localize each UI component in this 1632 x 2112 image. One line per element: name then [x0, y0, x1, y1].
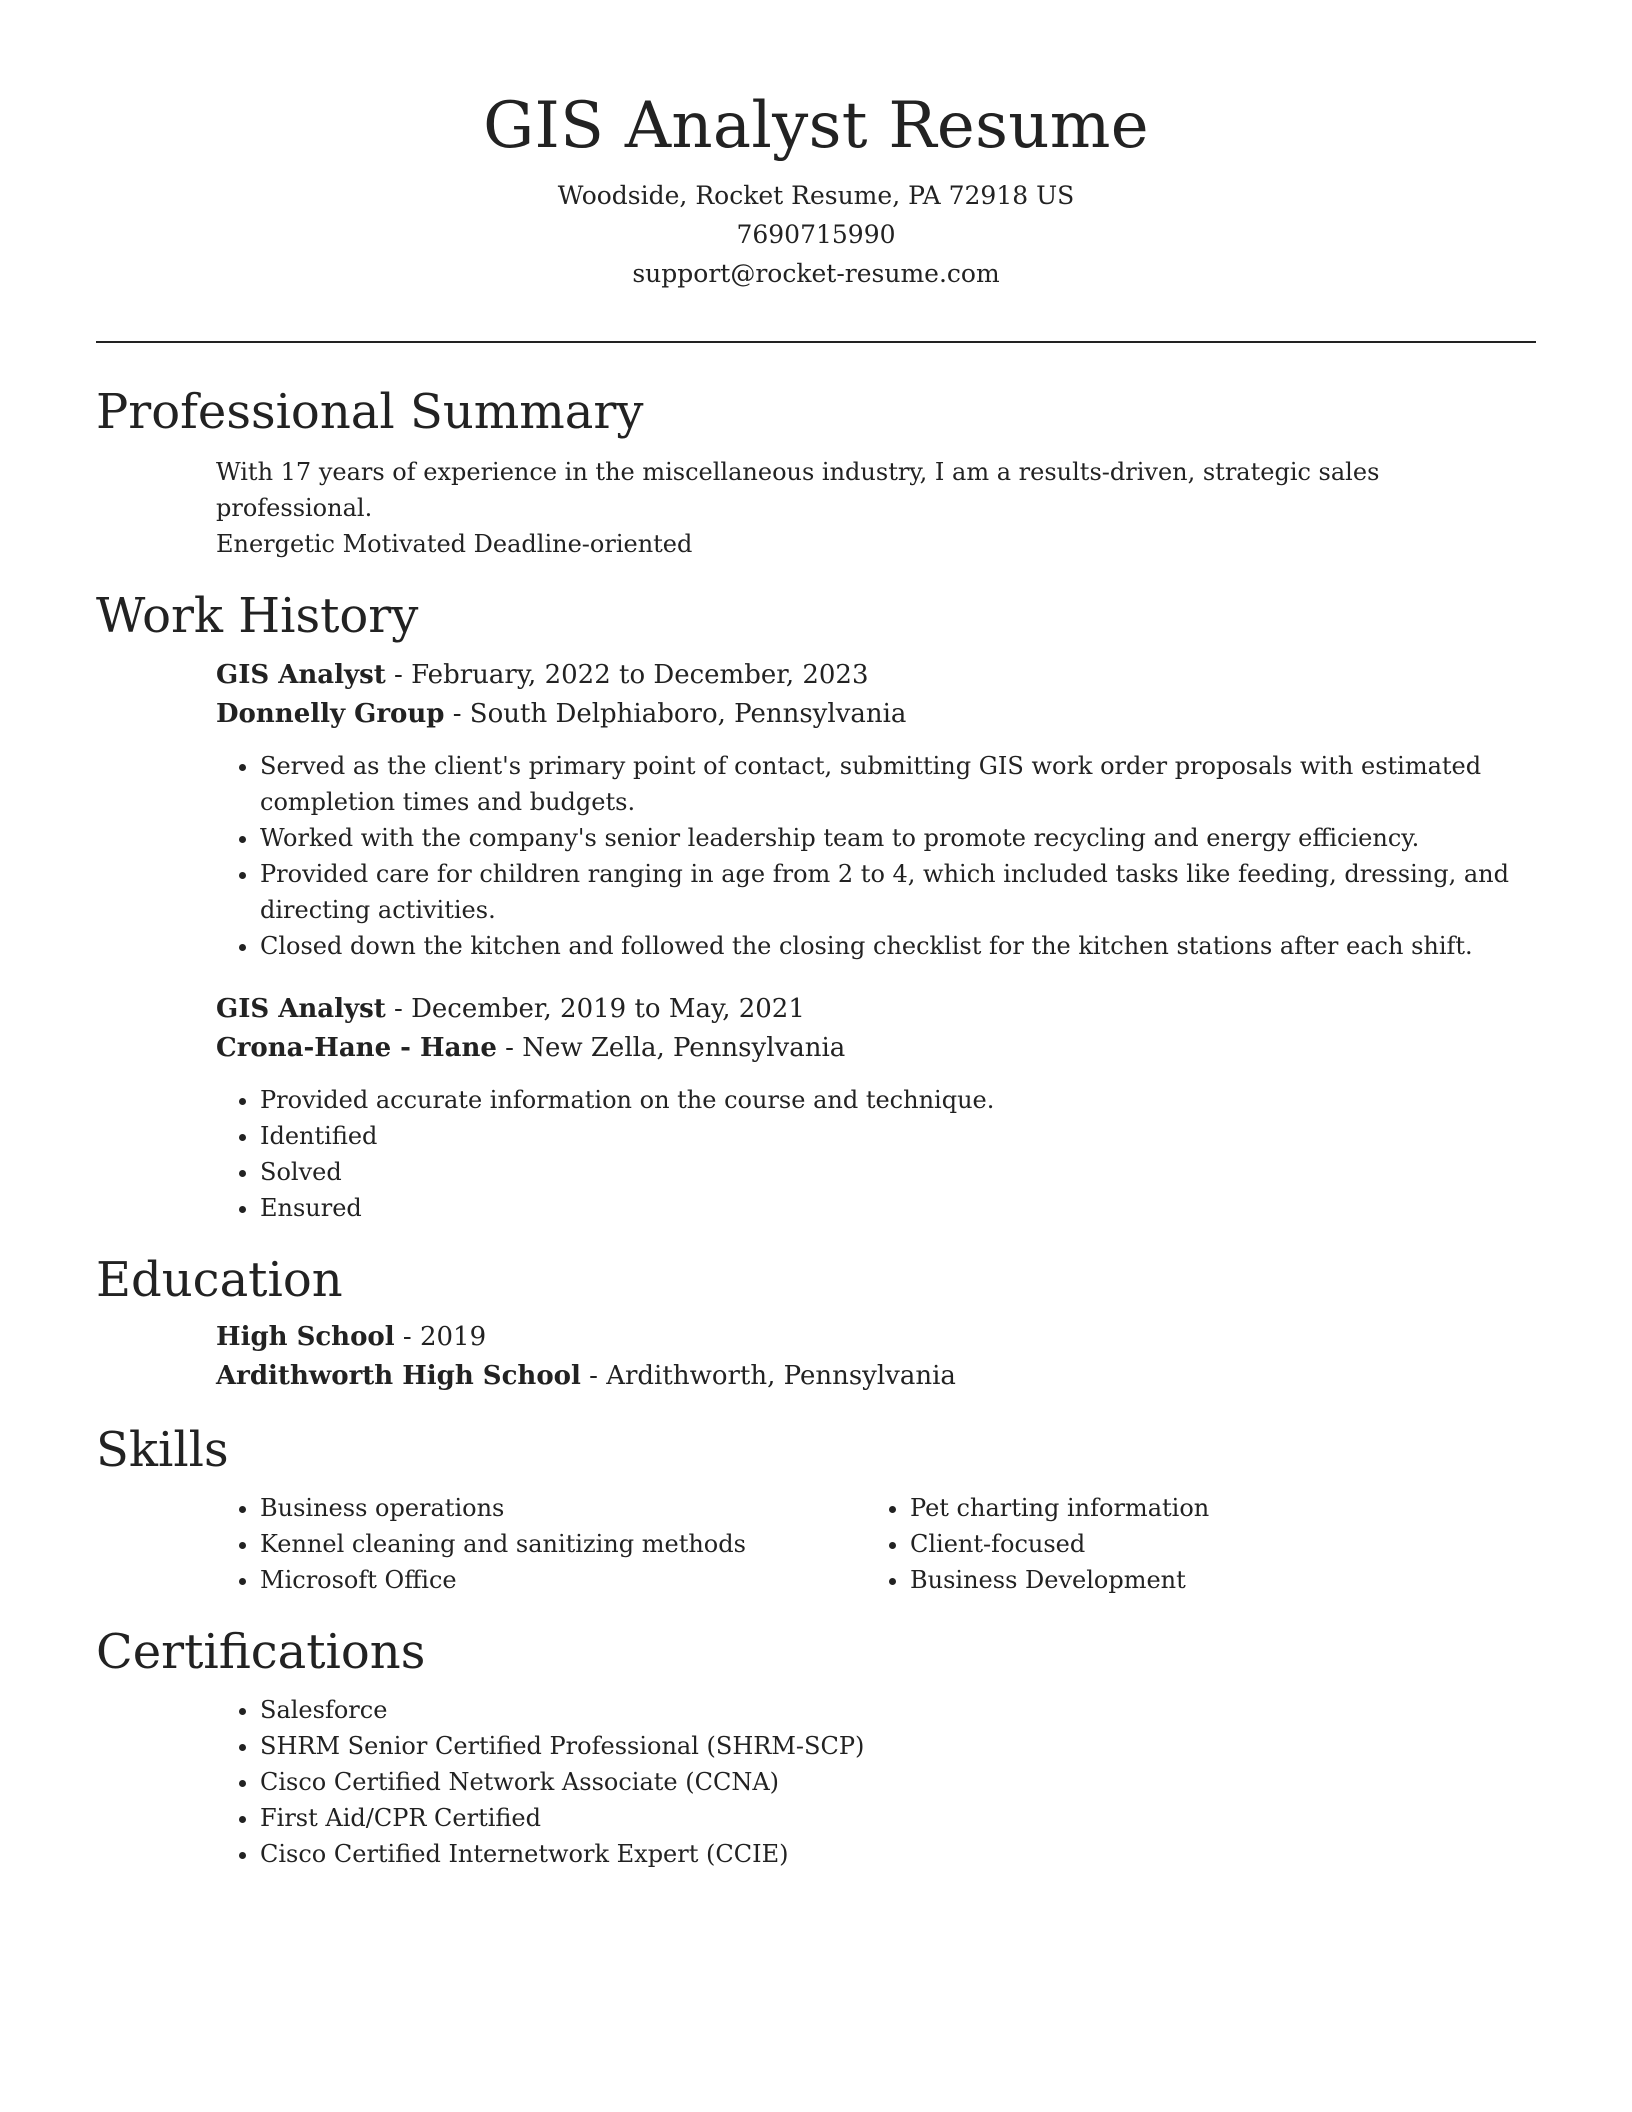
summary-heading: Professional Summary [96, 384, 644, 440]
job-company-line [216, 1029, 1536, 1068]
page-title: GIS Analyst Resume [483, 89, 1149, 163]
job-title: GIS Analyst [216, 994, 386, 1024]
job-title-line [216, 656, 1536, 695]
list-item: • Salesforce [260, 1692, 1536, 1728]
skills-column-left [216, 1482, 866, 1598]
job-company: Crona-Hane - Hane [216, 1033, 497, 1063]
list-item: • Worked with the company's senior leadership team to promote recycling and energy efficiency. [260, 820, 1536, 856]
list-item: • Served as the client's primary point of contact, submitting GIS work order proposals with estimated completion times and budgets. [260, 748, 1536, 820]
contact-phone: 7690715990 [736, 220, 896, 249]
job-duties [216, 1082, 1536, 1226]
list-item: • Client-focused [910, 1526, 1516, 1562]
list-item: • Microsoft Office [260, 1562, 866, 1598]
education-section [96, 1248, 1536, 1396]
job-entry [216, 990, 1536, 1226]
work-history-body [96, 656, 1536, 1226]
summary-body [96, 454, 1536, 562]
education-degree: High School [216, 1322, 395, 1352]
skills-grid [216, 1482, 1516, 1598]
list-item: • Cisco Certified Network Associate (CCNA) [260, 1764, 1536, 1800]
job-entry [216, 656, 1536, 964]
list-item: • Ensured [260, 1190, 1536, 1226]
education-location: - Ardithworth, Pennsylvania [580, 1361, 956, 1391]
job-location: - New Zella, Pennsylvania [496, 1033, 846, 1063]
certifications-heading: Certifications [96, 1624, 426, 1680]
certifications-section [96, 1620, 1536, 1872]
list-item: • Provided accurate information on the course and technique. [260, 1082, 1536, 1118]
job-company: Donnelly Group [216, 699, 445, 729]
summary-text: With 17 years of experience in the miscellaneous industry, I am a results-driven, strategic sales professional. [216, 458, 1380, 522]
resume-content [96, 380, 1536, 1872]
job-dates: - December, 2019 to May, 2021 [385, 994, 805, 1024]
education-year: - 2019 [394, 1322, 487, 1352]
header-divider [96, 341, 1536, 343]
list-item: • Business Development [910, 1562, 1516, 1598]
summary-traits: Energetic Motivated Deadline-oriented [216, 530, 693, 558]
contact-block [0, 176, 1632, 293]
certifications-list [216, 1692, 1536, 1872]
list-item: • Provided care for children ranging in age from 2 to 4, which included tasks like feeding, dressing, and directing activities. [260, 856, 1536, 928]
skills-column-right [866, 1482, 1516, 1598]
certifications-body [96, 1692, 1536, 1872]
list-item: • Pet charting information [910, 1490, 1516, 1526]
job-title-line [216, 990, 1536, 1029]
contact-address: Woodside, Rocket Resume, PA 72918 US [557, 181, 1075, 210]
list-item: • Kennel cleaning and sanitizing methods [260, 1526, 866, 1562]
job-duties [216, 748, 1536, 964]
list-item: • Closed down the kitchen and followed the closing checklist for the kitchen stations after each shift. [260, 928, 1536, 964]
resume-header [0, 0, 1632, 293]
list-item: • SHRM Senior Certified Professional (SHRM-SCP) [260, 1728, 1536, 1764]
skills-section [96, 1418, 1536, 1598]
job-company-line [216, 695, 1536, 734]
list-item: • Identified [260, 1118, 1536, 1154]
education-school-line [216, 1357, 1536, 1396]
skills-body [96, 1482, 1536, 1598]
list-item: • First Aid/CPR Certified [260, 1800, 1536, 1836]
list-item: • Cisco Certified Internetwork Expert (CCIE) [260, 1836, 1536, 1872]
education-heading: Education [96, 1252, 343, 1308]
job-location: - South Delphiaboro, Pennsylvania [444, 699, 907, 729]
education-body [96, 1318, 1536, 1396]
skills-heading: Skills [96, 1422, 229, 1478]
work-history-heading: Work History [96, 588, 419, 644]
skills-list-right [866, 1490, 1516, 1598]
education-school: Ardithworth High School [216, 1361, 581, 1391]
list-item: • Business operations [260, 1490, 866, 1526]
skills-list-left [216, 1490, 866, 1598]
list-item: • Solved [260, 1154, 1536, 1190]
education-degree-line [216, 1318, 1536, 1357]
work-history-section [96, 584, 1536, 1226]
job-dates: - February, 2022 to December, 2023 [385, 660, 869, 690]
job-title: GIS Analyst [216, 660, 386, 690]
summary-section [96, 380, 1536, 562]
contact-email: support@rocket-resume.com [632, 259, 1000, 288]
